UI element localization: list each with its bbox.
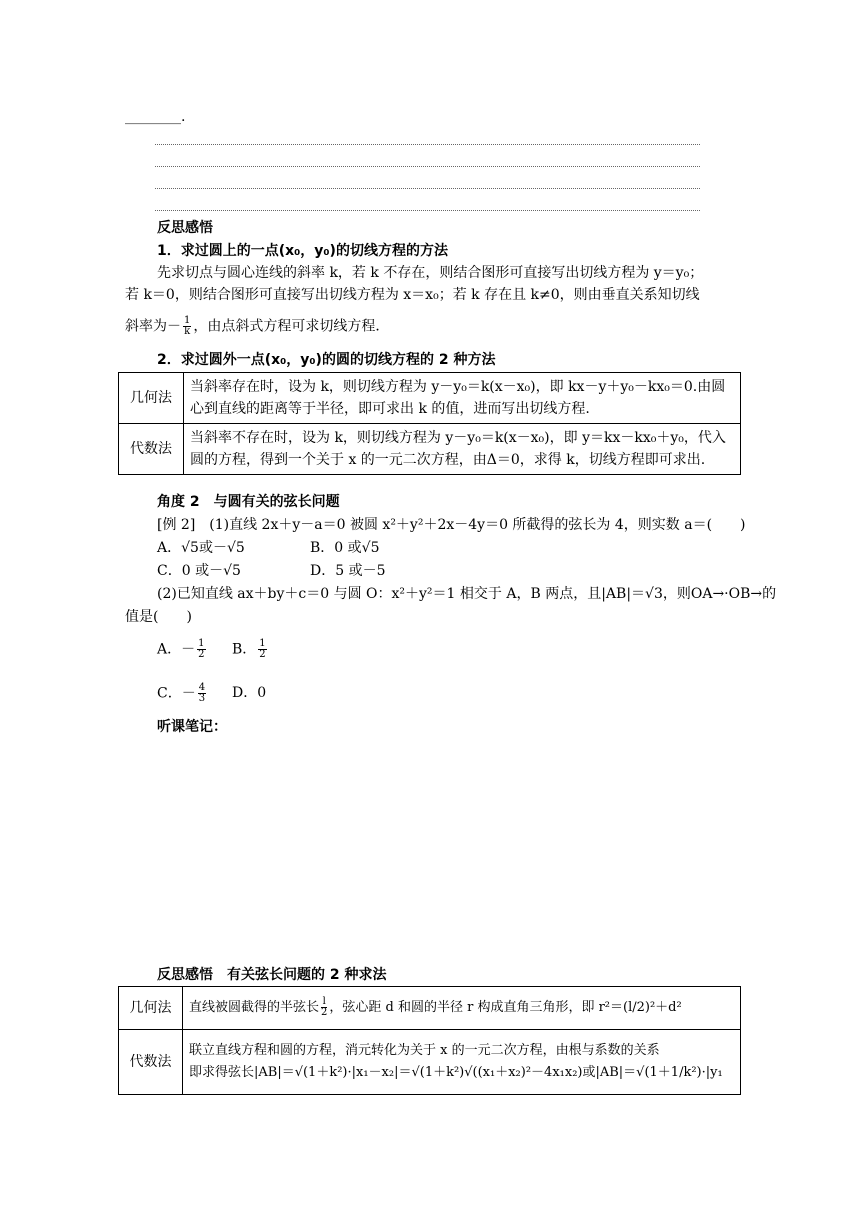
answer-blank: ________. [125,109,186,125]
row-head: 代数法 [119,424,184,475]
row-text: 当斜率存在时，设为 k，则切线方程为 y－y₀＝k(x－x₀)，即 kx－y＋y₀－kx₀＝0.由圆心到直线的距离等于半径，即可求出 k 的值，进而写出切线方程. [184,373,741,424]
row-text: 当斜率不存在时，设为 k，则切线方程为 y－y₀＝k(x－x₀)，即 y＝kx－kx₀＋y₀，代入圆的方程，得到一个关于 x 的一元二次方程，由Δ＝0，求得 k，切线方程即可求出. [184,424,741,475]
table-row [119,1030,741,1095]
point1-line3 [125,316,389,337]
q2-option-a: A．－ $\frac{1}{2}$ [157,638,205,660]
row-head: 几何法 [119,987,183,1030]
fraction: $\frac{1}{2}$ [198,638,205,660]
dotted-line [155,144,700,145]
q1-option-a: A．√5或－√5 [157,540,245,556]
table-row [119,424,741,475]
reflection2-title: 反思感悟 有关弦长问题的 2 种求法 [157,967,387,983]
row-text [183,1030,741,1095]
half-chord-fraction: $\frac{l}{2}$ [321,996,328,1018]
point1-line1: 先求切点与圆心连线的斜率 k，若 k 不存在，则结合图形可直接写出切线方程为 y＝y₀； [157,265,704,281]
point1-line2: 若 k＝0，则结合图形可直接写出切线方程为 x＝x₀；若 k 存在且 k≠0，则由垂直关系知切线 [125,287,700,303]
q2-option-c: C．－ $\frac{4}{3}$ [157,682,206,704]
table-row [119,987,741,1030]
question2-line2: 值是( ) [125,609,192,625]
question1: [例 2] (1)直线 2x＋y－a＝0 被圆 x²＋y²＋2x－4y＝0 所截得的弦长为 4，则实数 a＝( ) [157,517,746,533]
q1-option-c: C．0 或－√5 [157,563,241,579]
chord-methods-table [118,986,741,1095]
row2-line1: 联立直线方程和圆的方程，消元转化为关于 x 的一元二次方程，由根与系数的关系 [189,1043,660,1058]
dotted-line [155,188,700,189]
q1-option-b: B．0 或√5 [310,540,380,556]
tangent-methods-table [118,372,741,475]
row-head: 代数法 [119,1030,183,1095]
table-row [119,373,741,424]
q2-option-d: D．0 [232,685,267,701]
fraction: $\frac{4}{3}$ [198,682,206,704]
notes-label: 听课笔记： [157,719,227,735]
row2-line2: 即求得弦长|AB|＝√(1＋k²)·|x₁－x₂|＝√(1＋k²)√((x₁＋x₂)²－4x₁x₂)或|AB|＝√(1＋1/k²)·|y₁ [189,1065,723,1080]
q2-option-b: B． $\frac{1}{2}$ [232,638,266,660]
row-head: 几何法 [119,373,184,424]
slope-fraction: $\frac{1}{k}$ [184,315,191,337]
question2-line1: (2)已知直线 ax＋by＋c＝0 与圆 O：x²＋y²＝1 相交于 A，B 两点，且|AB|＝√3，则OA→·OB→的 [157,586,777,602]
q1-option-d: D．5 或－5 [310,563,386,579]
point1-line3-post: ，由点斜式方程可求切线方程． [193,318,390,335]
point1-line3-pre: 斜率为－ [125,318,181,335]
angle2-title: 角度 2 与圆有关的弦长问题 [157,494,340,510]
dotted-line [155,210,700,211]
point2-title: 2．求过圆外一点(x₀，y₀)的圆的切线方程的 2 种方法 [157,352,496,368]
reflection-heading: 反思感悟 [157,220,213,236]
fraction: $\frac{1}{2}$ [259,638,266,660]
row-text: 直线被圆截得的半弦长 $\frac{l}{2}$ ，弦心距 d 和圆的半径 r 构成直角三角形，即 r²＝(l/2)²＋d² [183,987,741,1030]
dotted-line [155,166,700,167]
point1-title: 1．求过圆上的一点(x₀，y₀)的切线方程的方法 [157,243,448,259]
